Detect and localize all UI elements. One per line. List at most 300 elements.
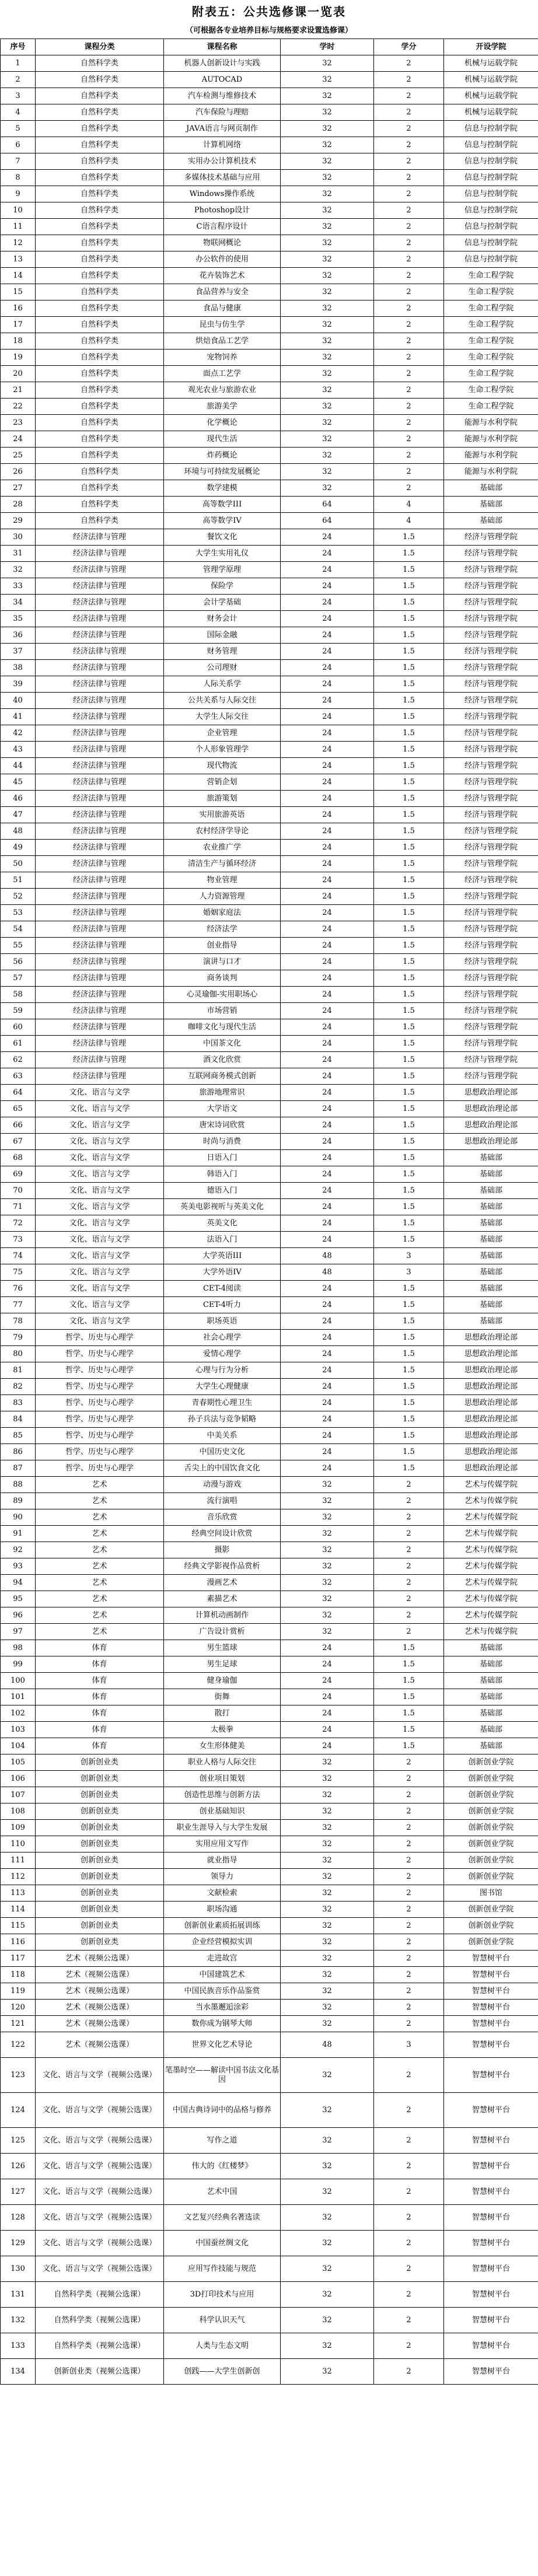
row-college: 生命工程学院 — [444, 284, 538, 300]
table-row — [1, 660, 538, 676]
row-college: 智慧树平台 — [444, 2308, 538, 2333]
row-hours: 32 — [281, 2333, 374, 2359]
row-college: 经济与管理学院 — [444, 872, 538, 889]
table-row — [1, 121, 538, 137]
row-index: 13 — [1, 251, 36, 268]
row-college: 信息与控制学院 — [444, 202, 538, 219]
row-college: 经济与管理学院 — [444, 709, 538, 725]
table-row — [1, 872, 538, 889]
table-row — [1, 1052, 538, 1068]
row-index: 68 — [1, 1150, 36, 1166]
row-college: 生命工程学院 — [444, 300, 538, 317]
row-category: 文化、语言与文学 — [36, 1297, 164, 1313]
row-hours: 32 — [281, 2282, 374, 2308]
row-category: 艺术 — [36, 1477, 164, 1493]
row-hours: 32 — [281, 2000, 374, 2016]
row-course-name: 当水墨邂逅涂彩 — [164, 2000, 281, 2016]
row-hours: 32 — [281, 1934, 374, 1951]
row-hours: 24 — [281, 1101, 374, 1117]
row-category: 哲学、历史与心理学 — [36, 1460, 164, 1477]
row-category: 文化、语言与文学 — [36, 1117, 164, 1134]
row-hours: 24 — [281, 1019, 374, 1036]
row-college: 能源与水利学院 — [444, 464, 538, 480]
row-college: 基础部 — [444, 1705, 538, 1722]
row-hours: 24 — [281, 1444, 374, 1460]
row-college: 信息与控制学院 — [444, 251, 538, 268]
row-category: 艺术 — [36, 1575, 164, 1591]
row-course-name: 中国茶文化 — [164, 1036, 281, 1052]
row-credits: 1.5 — [374, 1281, 444, 1297]
row-credits: 2 — [374, 55, 444, 72]
table-row — [1, 1281, 538, 1297]
row-course-name: C语言程序设计 — [164, 219, 281, 235]
table-row — [1, 1575, 538, 1591]
row-credits: 2 — [374, 1591, 444, 1607]
table-row — [1, 1689, 538, 1705]
row-credits: 2 — [374, 235, 444, 251]
row-course-name: 笔墨时空——解读中国书法文化基因 — [164, 2058, 281, 2093]
row-credits: 4 — [374, 513, 444, 529]
row-credits: 1.5 — [374, 1738, 444, 1754]
row-hours: 32 — [281, 2308, 374, 2333]
table-row — [1, 693, 538, 709]
row-course-name: 物业管理 — [164, 872, 281, 889]
row-category: 创新创业类 — [36, 1853, 164, 1869]
row-college: 基础部 — [444, 513, 538, 529]
table-row — [1, 415, 538, 431]
row-credits: 1.5 — [374, 987, 444, 1003]
row-course-name: 咖啡文化与现代生活 — [164, 1019, 281, 1036]
row-index: 14 — [1, 268, 36, 284]
row-college: 创新创业学院 — [444, 1820, 538, 1836]
row-hours: 48 — [281, 2032, 374, 2058]
row-category: 经济法律与管理 — [36, 840, 164, 856]
row-college: 经济与管理学院 — [444, 693, 538, 709]
row-category: 自然科学类 — [36, 431, 164, 448]
row-index: 41 — [1, 709, 36, 725]
row-index: 52 — [1, 889, 36, 905]
row-category: 体育 — [36, 1722, 164, 1738]
table-row — [1, 513, 538, 529]
row-college: 创新创业学院 — [444, 1787, 538, 1803]
row-hours: 32 — [281, 1951, 374, 1967]
row-course-name: 女生形体健美 — [164, 1738, 281, 1754]
table-row — [1, 1019, 538, 1036]
row-course-name: 就业指导 — [164, 1853, 281, 1869]
table-row — [1, 1853, 538, 1869]
row-index: 93 — [1, 1558, 36, 1575]
row-hours: 32 — [281, 1820, 374, 1836]
row-hours: 24 — [281, 987, 374, 1003]
row-credits: 2 — [374, 1575, 444, 1591]
row-credits: 2 — [374, 1836, 444, 1853]
row-category: 经济法律与管理 — [36, 856, 164, 872]
row-index: 48 — [1, 823, 36, 840]
row-category: 自然科学类 — [36, 497, 164, 513]
table-row — [1, 1656, 538, 1673]
row-index: 32 — [1, 562, 36, 578]
row-credits: 1.5 — [374, 1166, 444, 1183]
row-college: 智慧树平台 — [444, 2093, 538, 2128]
row-course-name: JAVA语言与网页制作 — [164, 121, 281, 137]
row-college: 经济与管理学院 — [444, 627, 538, 644]
row-course-name: 社会心理学 — [164, 1330, 281, 1346]
row-hours: 24 — [281, 1003, 374, 1019]
table-row — [1, 1003, 538, 1019]
table-row — [1, 2231, 538, 2256]
row-college: 基础部 — [444, 1738, 538, 1754]
table-row — [1, 1918, 538, 1934]
table-row — [1, 970, 538, 987]
row-college: 智慧树平台 — [444, 1951, 538, 1967]
row-category: 经济法律与管理 — [36, 921, 164, 938]
table-row — [1, 2016, 538, 2032]
row-index: 30 — [1, 529, 36, 546]
row-hours: 32 — [281, 2205, 374, 2231]
row-index: 129 — [1, 2231, 36, 2256]
row-category: 经济法律与管理 — [36, 791, 164, 807]
row-hours: 24 — [281, 1722, 374, 1738]
row-college: 经济与管理学院 — [444, 595, 538, 611]
row-hours: 32 — [281, 349, 374, 366]
row-category: 经济法律与管理 — [36, 1052, 164, 1068]
row-hours: 24 — [281, 1085, 374, 1101]
row-credits: 2 — [374, 268, 444, 284]
row-college: 创新创业学院 — [444, 1771, 538, 1787]
row-category: 艺术（视频公选课） — [36, 1983, 164, 2000]
row-hours: 32 — [281, 399, 374, 415]
table-row — [1, 1771, 538, 1787]
row-credits: 2 — [374, 2308, 444, 2333]
row-course-name: 文献检索 — [164, 1885, 281, 1902]
row-hours: 24 — [281, 676, 374, 693]
row-credits: 2 — [374, 2359, 444, 2385]
row-college: 经济与管理学院 — [444, 725, 538, 742]
row-category: 自然科学类 — [36, 448, 164, 464]
row-course-name: 走进故宫 — [164, 1951, 281, 1967]
row-course-name: 大学生心理健康 — [164, 1379, 281, 1395]
row-course-name: 昆虫与仿生学 — [164, 317, 281, 333]
row-credits: 1.5 — [374, 627, 444, 644]
row-course-name: 人际关系学 — [164, 676, 281, 693]
row-college: 能源与水利学院 — [444, 431, 538, 448]
table-row — [1, 431, 538, 448]
table-row — [1, 562, 538, 578]
row-category: 创新创业类 — [36, 1934, 164, 1951]
row-course-name: 大学英语III — [164, 1248, 281, 1264]
table-row — [1, 1836, 538, 1853]
row-college: 基础部 — [444, 480, 538, 497]
row-hours: 32 — [281, 121, 374, 137]
row-credits: 2 — [374, 2016, 444, 2032]
row-index: 118 — [1, 1967, 36, 1983]
row-college: 艺术与传媒学院 — [444, 1624, 538, 1640]
table-row — [1, 366, 538, 382]
table-row — [1, 448, 538, 464]
row-course-name: 漫画艺术 — [164, 1575, 281, 1591]
table-row — [1, 2093, 538, 2128]
row-category: 经济法律与管理 — [36, 660, 164, 676]
row-credits: 2 — [374, 448, 444, 464]
row-hours: 32 — [281, 333, 374, 349]
table-row — [1, 2256, 538, 2282]
row-hours: 24 — [281, 774, 374, 791]
row-index: 23 — [1, 415, 36, 431]
row-index: 124 — [1, 2093, 36, 2128]
row-index: 15 — [1, 284, 36, 300]
row-credits: 1.5 — [374, 1705, 444, 1722]
row-credits: 2 — [374, 2333, 444, 2359]
table-row — [1, 1542, 538, 1558]
table-row — [1, 1673, 538, 1689]
row-category: 文化、语言与文学 — [36, 1313, 164, 1330]
row-category: 经济法律与管理 — [36, 611, 164, 627]
row-index: 66 — [1, 1117, 36, 1134]
row-college: 经济与管理学院 — [444, 987, 538, 1003]
row-college: 机械与运载学院 — [444, 55, 538, 72]
table-row — [1, 1885, 538, 1902]
row-category: 经济法律与管理 — [36, 725, 164, 742]
row-credits: 1.5 — [374, 595, 444, 611]
table-row — [1, 611, 538, 627]
row-hours: 24 — [281, 644, 374, 660]
row-hours: 32 — [281, 72, 374, 88]
row-category: 创新创业类 — [36, 1771, 164, 1787]
row-course-name: 旅游美学 — [164, 399, 281, 415]
row-category: 艺术 — [36, 1591, 164, 1607]
row-index: 35 — [1, 611, 36, 627]
row-category: 艺术（视频公选课） — [36, 2000, 164, 2016]
row-credits: 2 — [374, 1885, 444, 1902]
row-credits: 1.5 — [374, 546, 444, 562]
table-row — [1, 1705, 538, 1722]
row-category: 文化、语言与文学 — [36, 1281, 164, 1297]
row-index: 125 — [1, 2128, 36, 2154]
row-course-name: 日语入门 — [164, 1150, 281, 1166]
row-hours: 32 — [281, 1542, 374, 1558]
row-hours: 24 — [281, 562, 374, 578]
row-credits: 1.5 — [374, 1689, 444, 1705]
row-hours: 24 — [281, 1640, 374, 1656]
row-course-name: 炸药概论 — [164, 448, 281, 464]
row-hours: 32 — [281, 1607, 374, 1624]
table-row — [1, 1869, 538, 1885]
header-hours: 学时 — [281, 39, 374, 55]
row-hours: 24 — [281, 1330, 374, 1346]
table-row — [1, 1493, 538, 1509]
row-college: 基础部 — [444, 1689, 538, 1705]
row-index: 17 — [1, 317, 36, 333]
row-college: 经济与管理学院 — [444, 807, 538, 823]
row-course-name: 唐宋诗词欣赏 — [164, 1117, 281, 1134]
row-college: 基础部 — [444, 1166, 538, 1183]
table-row — [1, 382, 538, 399]
table-row — [1, 889, 538, 905]
row-index: 97 — [1, 1624, 36, 1640]
row-hours: 48 — [281, 1264, 374, 1281]
row-category: 自然科学类 — [36, 317, 164, 333]
row-index: 95 — [1, 1591, 36, 1607]
row-course-name: 职业人格与人际交往 — [164, 1754, 281, 1771]
row-college: 经济与管理学院 — [444, 774, 538, 791]
row-index: 98 — [1, 1640, 36, 1656]
row-course-name: 英美文化 — [164, 1215, 281, 1232]
row-college: 基础部 — [444, 497, 538, 513]
row-credits: 2 — [374, 382, 444, 399]
row-college: 智慧树平台 — [444, 2333, 538, 2359]
row-credits: 2 — [374, 72, 444, 88]
row-hours: 24 — [281, 1656, 374, 1673]
row-category: 自然科学类 — [36, 366, 164, 382]
row-category: 经济法律与管理 — [36, 529, 164, 546]
row-credits: 1.5 — [374, 872, 444, 889]
row-category: 艺术（视频公选课） — [36, 1951, 164, 1967]
table-row — [1, 1983, 538, 2000]
table-row — [1, 709, 538, 725]
row-hours: 24 — [281, 725, 374, 742]
row-index: 12 — [1, 235, 36, 251]
row-credits: 2 — [374, 2128, 444, 2154]
table-row — [1, 1902, 538, 1918]
row-category: 艺术 — [36, 1558, 164, 1575]
row-hours: 24 — [281, 954, 374, 970]
row-hours: 32 — [281, 464, 374, 480]
row-credits: 2 — [374, 1983, 444, 2000]
row-course-name: 市场营销 — [164, 1003, 281, 1019]
row-course-name: 时尚与消费 — [164, 1134, 281, 1150]
row-category: 经济法律与管理 — [36, 774, 164, 791]
row-hours: 32 — [281, 1477, 374, 1493]
row-hours: 24 — [281, 905, 374, 921]
row-category: 创新创业类（视频公选课） — [36, 2359, 164, 2385]
row-index: 109 — [1, 1820, 36, 1836]
row-credits: 2 — [374, 300, 444, 317]
row-category: 哲学、历史与心理学 — [36, 1428, 164, 1444]
row-index: 85 — [1, 1428, 36, 1444]
row-category: 经济法律与管理 — [36, 1036, 164, 1052]
row-index: 39 — [1, 676, 36, 693]
row-index: 120 — [1, 2000, 36, 2016]
row-course-name: 心理与行为分析 — [164, 1362, 281, 1379]
row-college: 图书馆 — [444, 1885, 538, 1902]
table-row — [1, 170, 538, 186]
table-row — [1, 1640, 538, 1656]
row-college: 智慧树平台 — [444, 1983, 538, 2000]
row-index: 55 — [1, 938, 36, 954]
row-index: 103 — [1, 1722, 36, 1738]
row-college: 经济与管理学院 — [444, 1052, 538, 1068]
row-hours: 32 — [281, 1558, 374, 1575]
row-index: 78 — [1, 1313, 36, 1330]
row-credits: 1.5 — [374, 1640, 444, 1656]
row-college: 基础部 — [444, 1215, 538, 1232]
row-college: 机械与运载学院 — [444, 72, 538, 88]
row-credits: 1.5 — [374, 676, 444, 693]
table-row — [1, 186, 538, 202]
row-credits: 1.5 — [374, 807, 444, 823]
row-category: 文化、语言与文学 — [36, 1264, 164, 1281]
row-course-name: 机器人创新设计与实践 — [164, 55, 281, 72]
row-hours: 32 — [281, 1624, 374, 1640]
row-index: 59 — [1, 1003, 36, 1019]
row-course-name: 个人形象管理学 — [164, 742, 281, 758]
table-row — [1, 807, 538, 823]
row-index: 119 — [1, 1983, 36, 2000]
row-index: 70 — [1, 1183, 36, 1199]
table-row — [1, 1526, 538, 1542]
row-category: 文化、语言与文学（视频公选课） — [36, 2179, 164, 2205]
header-category: 课程分类 — [36, 39, 164, 55]
row-credits: 2 — [374, 464, 444, 480]
row-hours: 32 — [281, 268, 374, 284]
row-course-name: 心灵瑜伽-实用职场心 — [164, 987, 281, 1003]
row-index: 69 — [1, 1166, 36, 1183]
row-index: 27 — [1, 480, 36, 497]
row-credits: 2 — [374, 1918, 444, 1934]
row-hours: 24 — [281, 889, 374, 905]
row-credits: 2 — [374, 88, 444, 104]
row-index: 1 — [1, 55, 36, 72]
row-category: 文化、语言与文学 — [36, 1248, 164, 1264]
table-row — [1, 1460, 538, 1477]
table-row — [1, 251, 538, 268]
row-index: 133 — [1, 2333, 36, 2359]
row-hours: 24 — [281, 1673, 374, 1689]
table-row — [1, 1199, 538, 1215]
row-credits: 2 — [374, 2179, 444, 2205]
row-course-name: 人力资源管理 — [164, 889, 281, 905]
row-course-name: 互联网商务模式创新 — [164, 1068, 281, 1085]
row-hours: 32 — [281, 2093, 374, 2128]
row-course-name: 中美关系 — [164, 1428, 281, 1444]
row-course-name: 大学生人际交往 — [164, 709, 281, 725]
table-row — [1, 938, 538, 954]
row-index: 126 — [1, 2154, 36, 2179]
row-index: 7 — [1, 153, 36, 170]
row-college: 智慧树平台 — [444, 2000, 538, 2016]
row-index: 71 — [1, 1199, 36, 1215]
row-category: 创新创业类 — [36, 1820, 164, 1836]
row-category: 自然科学类 — [36, 300, 164, 317]
row-index: 16 — [1, 300, 36, 317]
row-credits: 2 — [374, 399, 444, 415]
row-college: 智慧树平台 — [444, 2154, 538, 2179]
table-row — [1, 2359, 538, 2385]
row-hours: 32 — [281, 1885, 374, 1902]
row-hours: 24 — [281, 1428, 374, 1444]
row-category: 经济法律与管理 — [36, 1068, 164, 1085]
row-college: 经济与管理学院 — [444, 758, 538, 774]
row-hours: 24 — [281, 1297, 374, 1313]
row-index: 37 — [1, 644, 36, 660]
row-credits: 2 — [374, 1853, 444, 1869]
row-college: 基础部 — [444, 1722, 538, 1738]
table-row — [1, 2282, 538, 2308]
table-row — [1, 72, 538, 88]
row-credits: 1.5 — [374, 856, 444, 872]
row-index: 80 — [1, 1346, 36, 1362]
row-credits: 2 — [374, 1803, 444, 1820]
course-table — [0, 39, 538, 2385]
row-course-name: 创业基础知识 — [164, 1803, 281, 1820]
row-category: 体育 — [36, 1738, 164, 1754]
row-category: 自然科学类 — [36, 153, 164, 170]
row-college: 智慧树平台 — [444, 2032, 538, 2058]
row-course-name: 食品与健康 — [164, 300, 281, 317]
row-index: 106 — [1, 1771, 36, 1787]
row-hours: 32 — [281, 251, 374, 268]
row-credits: 1.5 — [374, 954, 444, 970]
